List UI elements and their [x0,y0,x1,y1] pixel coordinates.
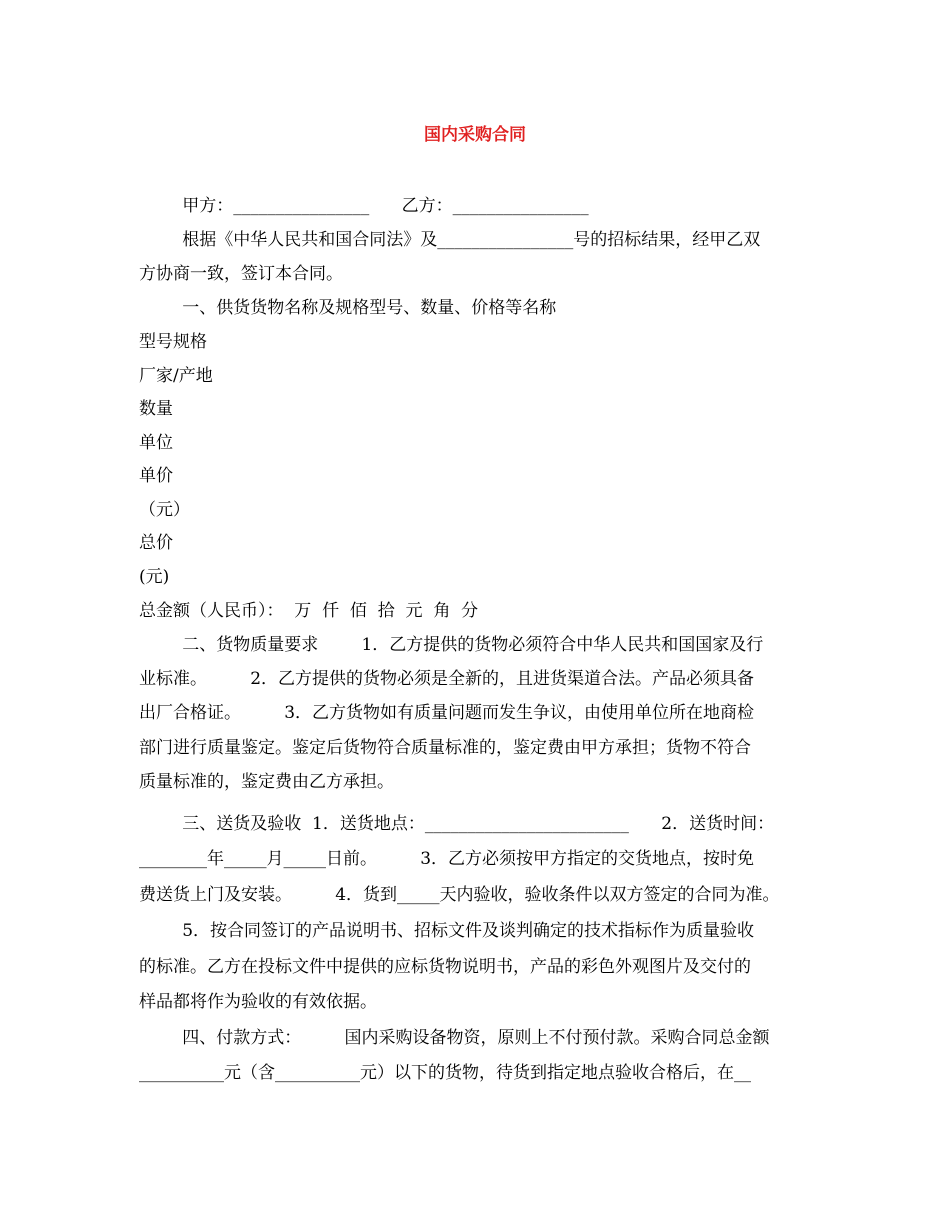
table-column-label: 厂家/产地 [139,366,213,386]
paragraph-line: 样品都将作为验收的有效依据。 [139,992,377,1012]
paragraph-line: __________元（含__________元）以下的货物，待货到指定地点验收合格后，在__ [139,1063,751,1083]
paragraph-line: 费送货上门及安装。 4．货到_____天内验收，验收条件以双方签定的合同为准。 [139,885,780,905]
table-column-label: （元） [139,500,190,520]
table-column-label: (元) [139,567,170,587]
total-amount-line: 总金额（人民币）： 万 仟 佰 拾 元 角 分 [139,601,479,621]
party-line: 甲方：________________ 乙方：________________ [139,196,589,216]
paragraph-line: 二、货物质量要求 1．乙方提供的货物必须符合中华人民共和国国家及行 [139,635,764,655]
table-column-label: 单价 [139,466,173,486]
paragraph-line: 四、付款方式： 国内采购设备物资，原则上不付预付款。采购合同总金额 [139,1028,770,1048]
paragraph-line: 方协商一致，签订本合同。 [139,264,343,284]
paragraph-line: 三、送货及验收 1．送货地点：________________________ 2．送货时间： [139,814,775,834]
paragraph-line: ________年_____月_____日前。 3．乙方必须按甲方指定的交货地点，按时免 [139,849,755,869]
paragraph-line: 业标准。 2．乙方提供的货物必须是全新的，且进货渠道合法。产品必须具备 [139,669,755,689]
paragraph-line: 部门进行质量鉴定。鉴定后货物符合质量标准的，鉴定费由甲方承担；货物不符合 [139,738,751,758]
table-column-label: 总价 [139,533,173,553]
section-heading: 一、供货货物名称及规格型号、数量、价格等名称 [139,298,557,318]
table-column-label: 型号规格 [139,332,207,352]
paragraph-line: 5．按合同签订的产品说明书、招标文件及谈判确定的技术指标作为质量验收 [139,921,755,941]
paragraph-line: 根据《中华人民共和国合同法》及________________号的招标结果，经甲乙双 [139,230,761,250]
paragraph-line: 的标准。乙方在投标文件中提供的应标货物说明书，产品的彩色外观图片及交付的 [139,957,751,977]
paragraph-line: 出厂合格证。 3．乙方货物如有质量问题而发生争议，由使用单位所在地商检 [139,703,755,723]
document-title: 国内采购合同 [424,125,526,145]
table-column-label: 单位 [139,433,173,453]
table-column-label: 数量 [139,399,173,419]
paragraph-line: 质量标准的，鉴定费由乙方承担。 [139,772,394,792]
